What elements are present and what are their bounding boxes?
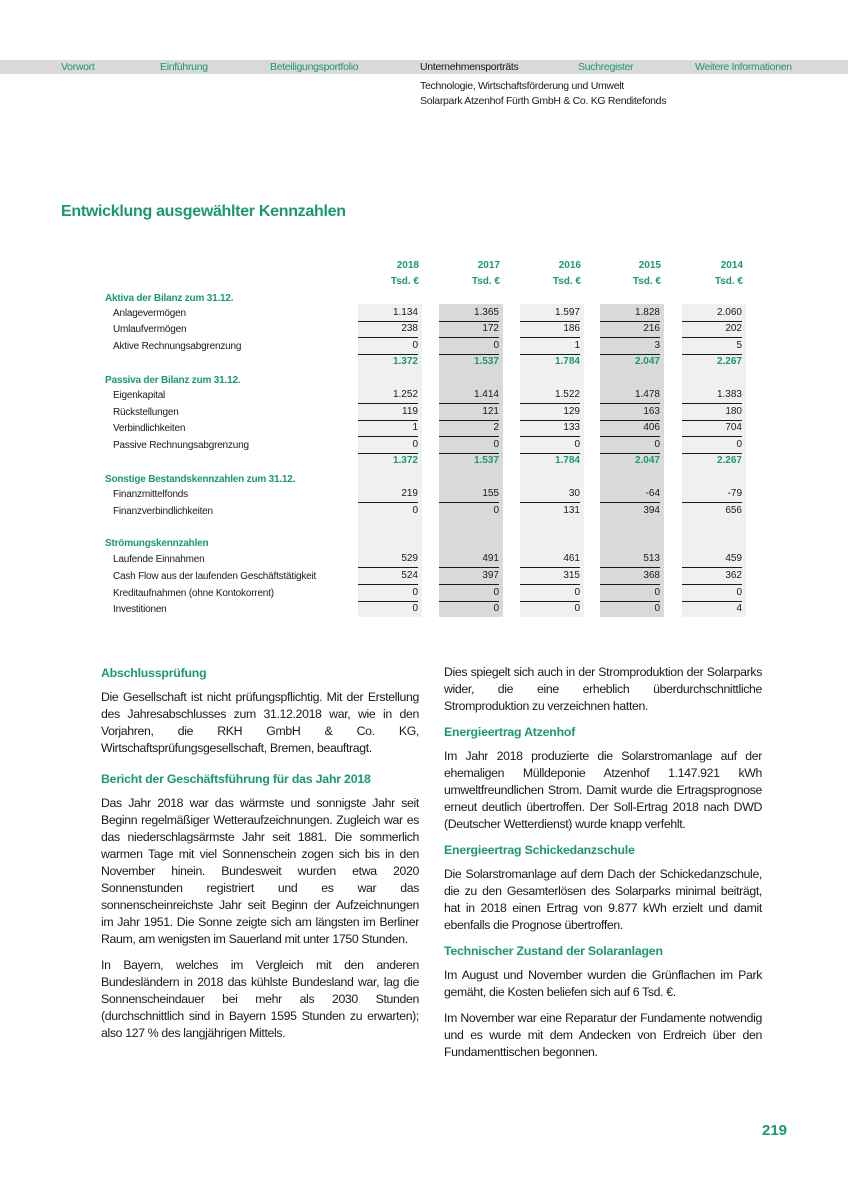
- table-cell: 1.828: [600, 305, 660, 322]
- table-cell: 315: [520, 568, 580, 585]
- page-number: 219: [762, 1122, 788, 1139]
- unit-header: Tsd. €: [632, 276, 661, 287]
- table-cell: 0: [654, 603, 660, 614]
- table-total-cell: 1.784: [554, 356, 580, 367]
- year-header: 2017: [477, 260, 500, 271]
- table-cell: 0: [493, 603, 499, 614]
- table-cell: 30: [520, 486, 580, 503]
- row-label: Investitionen: [113, 604, 167, 615]
- table-total-cell: 1.784: [554, 455, 580, 466]
- table-total-cell: 2.047: [634, 455, 660, 466]
- row-label: Kreditaufnahmen (ohne Kontokorrent): [113, 588, 274, 599]
- table-cell: 397: [439, 568, 499, 585]
- table-total-cell: 2.267: [716, 356, 742, 367]
- table-cell: 0: [439, 437, 499, 454]
- paragraph-bericht-1: Das Jahr 2018 war das wärmste und sonnigste Jahr seit Beginn regelmäßiger Wetteraufzeichnungen. Zugleich war es das niederschlagsärmste Jahr seit 1881. Die sommerlich warmen Tage mit viel Sonnenschein zogen sich bis in den November hinein. Bundesweit wurden etwa 2020 Sonnenstunden registriert und es war das sonnenscheinreichste Jahr seit Beginn der Aufzeichnungen im Jahr 1951. Die Sonne zeigte sich am längsten im Berliner Raum, am wenigsten im Sauerland mit unter 1750 Stunden.: [101, 796, 419, 946]
- table-cell: 459: [682, 551, 742, 568]
- year-header: 2018: [396, 260, 419, 271]
- row-label: Aktive Rechnungsabgrenzung: [113, 341, 242, 352]
- section-label-passiva: Passiva der Bilanz zum 31.12.: [105, 375, 241, 386]
- table-total-cell: 1.372: [392, 455, 418, 466]
- table-cell: 1.478: [600, 387, 660, 404]
- table-cell: 216: [600, 321, 660, 338]
- table-cell: 1.383: [682, 387, 742, 404]
- table-total-cell: 1.537: [473, 455, 499, 466]
- table-cell: 1.365: [439, 305, 499, 322]
- table-cell: 0: [600, 585, 660, 602]
- unit-header: Tsd. €: [471, 276, 500, 287]
- table-cell: 1: [358, 420, 418, 437]
- table-cell: 0: [520, 437, 580, 454]
- table-cell: 0: [439, 338, 499, 355]
- row-label: Umlaufvermögen: [113, 324, 187, 335]
- heading-schickedanzschule: Energieertrag Schickedanzschule: [444, 843, 635, 857]
- table-cell: 2.060: [682, 305, 742, 322]
- table-cell: 406: [600, 420, 660, 437]
- table-cell: 1.414: [439, 387, 499, 404]
- row-label: Laufende Einnahmen: [113, 554, 205, 565]
- table-cell: 362: [682, 568, 742, 585]
- table-cell: 524: [358, 568, 418, 585]
- table-cell: 529: [358, 551, 418, 568]
- row-label: Finanzmittelfonds: [113, 489, 188, 500]
- table-total-cell: 1.537: [473, 356, 499, 367]
- section-label-stroemung: Strömungskennzahlen: [105, 538, 209, 549]
- table-cell: 1.597: [520, 305, 580, 322]
- table-cell: 133: [520, 420, 580, 437]
- heading-technischer-zustand: Technischer Zustand der Solaranlagen: [444, 944, 663, 958]
- table-cell: 656: [725, 505, 742, 516]
- table-cell: 155: [439, 486, 499, 503]
- row-label: Anlagevermögen: [113, 308, 186, 319]
- table-cell: 0: [600, 437, 660, 454]
- table-cell: 0: [358, 437, 418, 454]
- table-cell: 0: [358, 585, 418, 602]
- right-text-column: [444, 664, 762, 1070]
- page-title: Entwicklung ausgewählter Kennzahlen: [61, 203, 346, 220]
- row-label: Passive Rechnungsabgrenzung: [113, 440, 249, 451]
- table-cell: 202: [682, 321, 742, 338]
- table-cell: 119: [358, 404, 418, 421]
- table-cell: 129: [520, 404, 580, 421]
- table-cell: 238: [358, 321, 418, 338]
- table-total-cell: 2.047: [634, 356, 660, 367]
- table-cell: 513: [600, 551, 660, 568]
- table-cell: 186: [520, 321, 580, 338]
- paragraph-schickedanzschule: Die Solarstromanlage auf dem Dach der Schickedanzschule, die zu den Gesamterlösen des Solarparks minimal beiträgt, hat in 2018 einen Ertrag von 9.877 kWh erzielt und damit ebenfalls die Prognose übertroffen.: [444, 867, 762, 932]
- table-cell: 4: [736, 603, 742, 614]
- row-label: Cash Flow aus der laufenden Geschäftstätigkeit: [113, 571, 317, 582]
- table-cell: 180: [682, 404, 742, 421]
- table-cell: 1: [520, 338, 580, 355]
- row-label: Rückstellungen: [113, 407, 179, 418]
- nav-unternehmensportraets[interactable]: Unternehmensporträts: [420, 61, 519, 73]
- table-cell: 491: [439, 551, 499, 568]
- year-header: 2014: [720, 260, 743, 271]
- left-text-column: [101, 665, 419, 1051]
- table-cell: 0: [412, 603, 418, 614]
- paragraph-atzenhof: Im Jahr 2018 produzierte die Solarstromanlage auf der ehemaligen Mülldeponie Atzenhof 1.147.921 kWh umweltfreundlichen Strom. Damit wurde die Ertragsprognose erneut deutlich übertroffen. Der Soll-Ertrag 2018 nach DWD (Deutscher Wetterdienst) wurde knapp verfehlt.: [444, 749, 762, 831]
- year-header: 2016: [558, 260, 581, 271]
- table-cell: 394: [643, 505, 660, 516]
- table-cell: 0: [682, 585, 742, 602]
- table-cell: 704: [682, 420, 742, 437]
- table-cell: 1.522: [520, 387, 580, 404]
- table-cell: 1.134: [358, 305, 418, 322]
- nav-vorwort[interactable]: Vorwort: [61, 61, 95, 73]
- paragraph-bericht-2: In Bayern, welches im Vergleich mit den anderen Bundesländern in 2018 das kühlste Bundesland war, lag die Sonnenscheindauer bei mehr als 2030 Stunden (durchschnittlich sind in Bayern 1595 Stunden zu erwarten); also 127 % des langjährigen Mittels.: [101, 958, 419, 1040]
- row-label: Finanzverbindlichkeiten: [113, 506, 213, 517]
- table-cell: 121: [439, 404, 499, 421]
- unit-header: Tsd. €: [552, 276, 581, 287]
- table-cell: 0: [439, 585, 499, 602]
- table-cell: 0: [358, 338, 418, 355]
- table-cell: 0: [574, 603, 580, 614]
- nav-suchregister[interactable]: Suchregister: [578, 61, 634, 73]
- year-header: 2015: [638, 260, 661, 271]
- table-total-cell: 2.267: [716, 455, 742, 466]
- heading-bericht: Bericht der Geschäftsführung für das Jahr 2018: [101, 772, 371, 786]
- paragraph-technik-1: Im August und November wurden die Grünflachen im Park gemäht, die Kosten beliefen sich auf 6 Tsd. €.: [444, 968, 762, 999]
- paragraph-technik-2: Im November war eine Reparatur der Fundamente notwendig und es wurde mit dem Andecken von Erdreich über den Fundamenttischen begonnen.: [444, 1011, 762, 1059]
- heading-abschlusspruefung: Abschlussprüfung: [101, 666, 207, 680]
- unit-header: Tsd. €: [390, 276, 419, 287]
- table-cell: 163: [600, 404, 660, 421]
- section-label-sonstige: Sonstige Bestandskennzahlen zum 31.12.: [105, 474, 296, 485]
- table-cell: 1.252: [358, 387, 418, 404]
- table-cell: 2: [439, 420, 499, 437]
- table-cell: 131: [563, 505, 580, 516]
- nav-beteiligungsportfolio[interactable]: Beteiligungsportfolio: [270, 61, 359, 73]
- table-cell: 0: [520, 585, 580, 602]
- table-cell: 5: [682, 338, 742, 355]
- paragraph-intro: Dies spiegelt sich auch in der Stromproduktion der Solarparks wider, die eine erheblich überdurchschnittliche Stromproduktion zu verzeichnen hatten.: [444, 665, 762, 713]
- row-label: Eigenkapital: [113, 390, 166, 401]
- row-label: Verbindlichkeiten: [113, 423, 186, 434]
- table-cell: 368: [600, 568, 660, 585]
- breadcrumb-company: Solarpark Atzenhof Fürth GmbH & Co. KG Renditefonds: [420, 95, 667, 107]
- heading-atzenhof: Energieertrag Atzenhof: [444, 725, 576, 739]
- table-cell: 3: [600, 338, 660, 355]
- unit-header: Tsd. €: [714, 276, 743, 287]
- table-cell: 172: [439, 321, 499, 338]
- table-cell: 0: [682, 437, 742, 454]
- table-cell: -64: [600, 486, 660, 503]
- table-cell: 219: [358, 486, 418, 503]
- table-cell: -79: [682, 486, 742, 503]
- paragraph-abschlusspruefung: Die Gesellschaft ist nicht prüfungspflichtig. Mit der Erstellung des Jahresabschlusses zum 31.12.2018 war, wie in den Vorjahren, die RKH GmbH & Co. KG, Wirtschaftsprüfungsgesellschaft, Bremen, beauftragt.: [101, 690, 419, 755]
- nav-weitere-informationen[interactable]: Weitere Informationen: [695, 61, 792, 73]
- breadcrumb-category: Technologie, Wirtschaftsförderung und Umwelt: [420, 80, 624, 92]
- table-cell: 461: [520, 551, 580, 568]
- table-cell: 0: [493, 505, 499, 516]
- table-cell: 0: [412, 505, 418, 516]
- nav-einfuehrung[interactable]: Einführung: [160, 61, 208, 73]
- section-label-aktiva: Aktiva der Bilanz zum 31.12.: [105, 293, 234, 304]
- table-total-cell: 1.372: [392, 356, 418, 367]
